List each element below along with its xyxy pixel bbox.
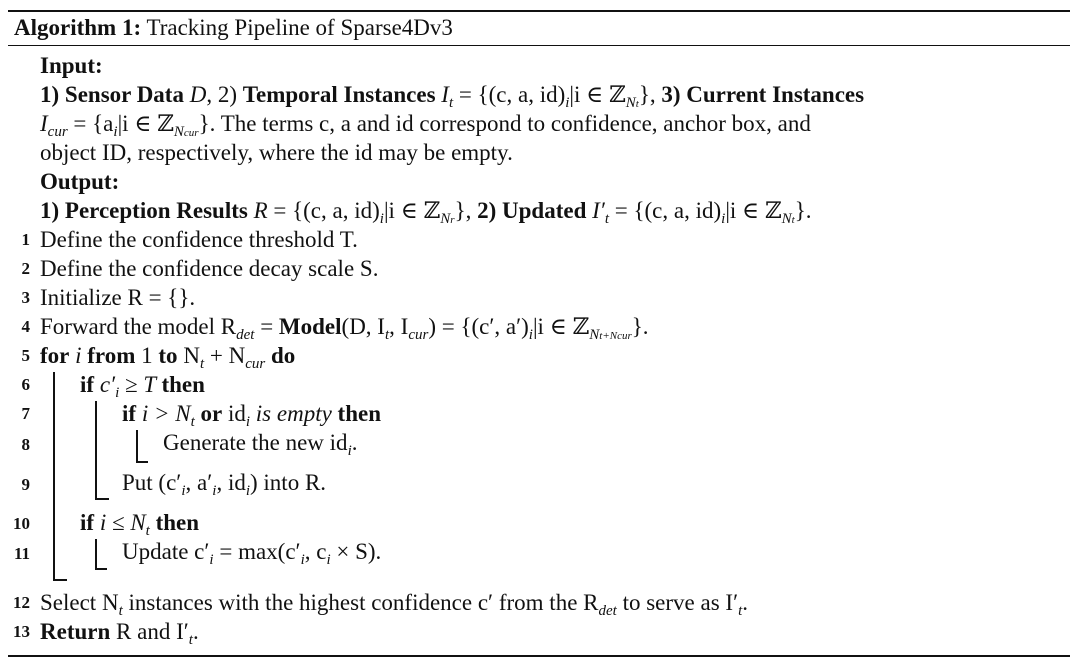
top-rule: [8, 10, 1070, 12]
for-loop-bar: [53, 372, 55, 580]
step-line: if $c'_i \ge T$ then: [80, 372, 205, 401]
step-line: Define the confidence threshold T.: [40, 227, 358, 252]
step-line: Return R and $I'_t$.: [40, 619, 199, 648]
step-number: 13: [13, 622, 30, 641]
step-line: if $i > N_t$ or $id_i$ is empty then: [122, 401, 381, 430]
output-line: 1) Perception Results R = {(c, a, $id)_i|i$ ∈ ℤ$_{Nr}$}, 2) Updated $I'_t = \{(c$, a, $id)_i|i$ ∈ ℤ$_{Nt}$}.: [40, 198, 812, 227]
algorithm-header: [14, 14, 453, 42]
algorithm-title: Tracking Pipeline of Sparse4Dv3: [146, 15, 453, 40]
step-number: 6: [21, 375, 30, 394]
step-number: 1: [21, 230, 30, 249]
header-rule: [8, 45, 1070, 46]
input-line-3: object ID, respectively, where the id may be empty.: [40, 140, 513, 165]
for-loop-bar-end: [53, 579, 67, 581]
if-block-bar: [95, 401, 97, 499]
nested-if-bar-end: [136, 461, 148, 463]
input-heading: Input:: [40, 53, 103, 78]
step-line: Generate the new $id_i$.: [163, 430, 358, 459]
algorithm-label: Algorithm 1:: [14, 15, 142, 40]
step-number: 7: [21, 404, 30, 423]
step-number: 8: [21, 435, 30, 454]
step-line: Initialize R = {}.: [40, 285, 196, 310]
step-line: Define the confidence decay scale S.: [40, 256, 379, 281]
step-line: Put ($c'_i$, $a'_i$, $id_i$) into R.: [122, 470, 327, 499]
step-line: Select $N_t$ instances with the highest confidence c′ from the $R_{det}$ to serve as $I'_t$.: [40, 590, 749, 619]
bottom-rule: [8, 655, 1070, 657]
step-line: Update $c'_i = \max(c'_i$, $c_i \times S$).: [122, 539, 382, 568]
step-line: for i from 1 to $N_t + N_{cur}$ do: [40, 343, 296, 372]
step-line: Forward the model $R_{det}$ = Model(D, $I_t$, $I_{cur}) = \{(c'$, $a')_i|i$ ∈ ℤ$_{Nt+Ncur}$}.: [40, 314, 649, 343]
input-line-1: 1) Sensor Data D, 2) Temporal Instances $I_t = \{(c$, a, $id)_i|i$ ∈ ℤ$_{Nt}$}, 3) Current Instances: [40, 82, 865, 111]
step-number: 2: [21, 259, 30, 278]
step-number: 5: [21, 346, 30, 365]
input-line-2: $I_{cur} = \{a_i|i$ ∈ ℤ$_{Ncur}$}. The terms c, a and id correspond to confidence, anchor box, and: [40, 111, 811, 140]
step-number: 4: [21, 317, 30, 336]
if-block-bar-end: [95, 498, 109, 500]
nested-if-bar: [136, 430, 138, 462]
step-line: if $i \le N_t$ then: [80, 510, 200, 539]
step-number: 3: [21, 288, 30, 307]
step-number: 12: [13, 593, 30, 612]
output-heading: Output:: [40, 169, 120, 194]
step-number: 10: [13, 514, 30, 533]
step-number: 11: [13, 544, 30, 563]
if-bar-end: [95, 568, 107, 570]
step-number: 9: [21, 475, 30, 494]
if-bar: [95, 539, 97, 569]
